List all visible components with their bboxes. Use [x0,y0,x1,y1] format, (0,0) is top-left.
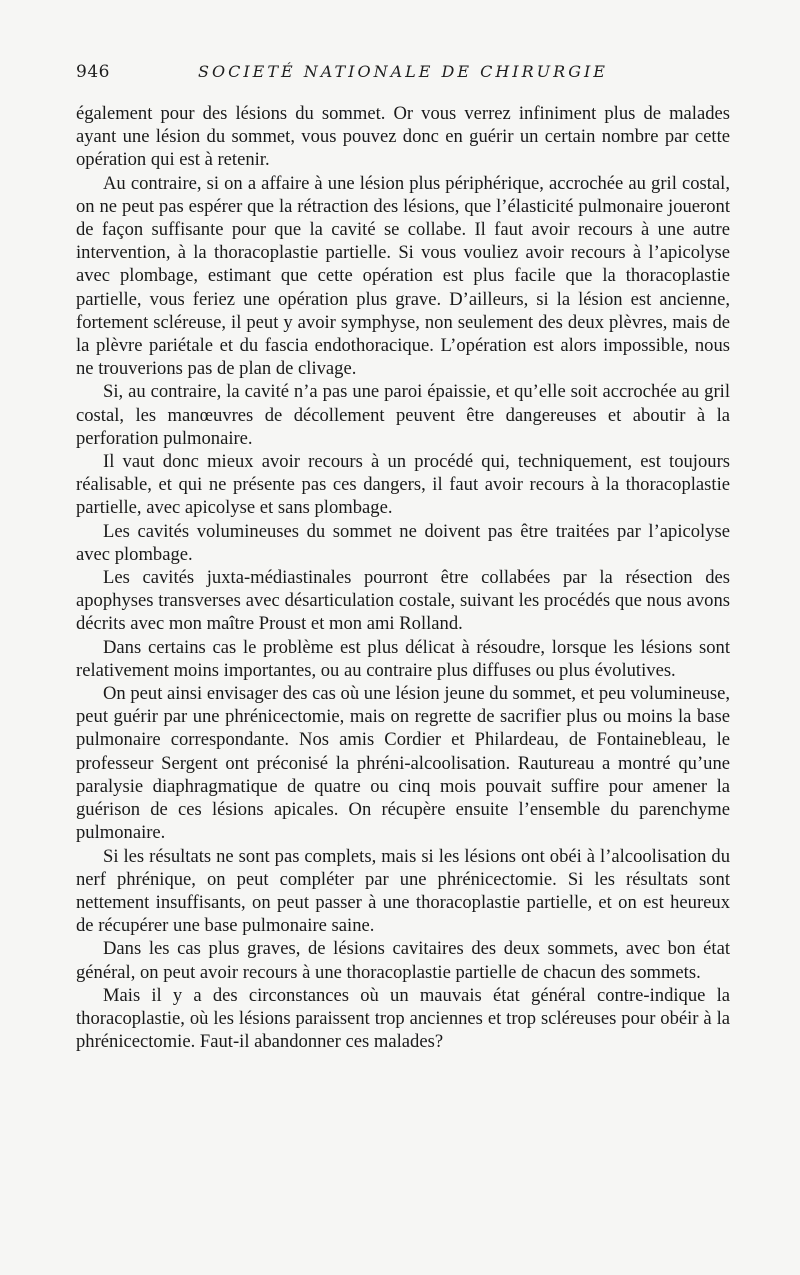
paragraph: Si les résultats ne sont pas complets, mais si les lésions ont obéi à l’alcoolisation du nerf phrénique, on peut compléter par une phrénicectomie. Si les résultats sont nettement insuffisants, on peut passer à une thoracoplastie partielle, et on est heureux de récupérer une base pulmonaire saine. [76,845,730,937]
paragraph: Dans certains cas le problème est plus délicat à résoudre, lorsque les lésions sont relativement moins importantes, ou au contraire plus diffuses ou plus évolutives. [76,636,730,681]
paragraph: Les cavités volumineuses du sommet ne doivent pas être traitées par l’apicolyse avec plombage. [76,520,730,565]
paragraph: Au contraire, si on a affaire à une lésion plus périphérique, accrochée au gril costal, on ne peut pas espérer que la rétraction des lésions, que l’élasticité pulmonaire joueront de façon suffisante pour que la cavité se collabe. Il faut avoir recours à une autre intervention, à la thoracoplastie partielle. Si vous vouliez avoir recours à l’apicolyse avec plombage, estimant que cette opération est plus facile que la thoracoplastie partielle, vous feriez une opération plus grave. D’ailleurs, si la lésion est ancienne, fortement scléreuse, il peut y avoir symphyse, non seulement des deux plèvres, mais de la plèvre pariétale et du fascia endothoracique. L’opération est alors impossible, nous ne trouverions pas de plan de clivage. [76,172,730,380]
paragraph: Il vaut donc mieux avoir recours à un procédé qui, techniquement, est toujours réalisable, et qui ne présente pas ces dangers, il faut avoir recours à la thoracoplastie partielle, avec apicolyse et sans plombage. [76,451,730,519]
page-number: 946 [76,62,110,82]
paragraph: Mais il y a des circonstances où un mauvais état général contre-indique la thoracoplastie, où les lésions paraissent trop anciennes et trop scléreuses pour obéir à la phrénicectomie. Faut-il abandonner ces malades? [76,984,730,1053]
page-header [76,62,730,86]
paragraph: également pour des lésions du sommet. Or vous verrez infiniment plus de malades ayant une lésion du sommet, vous pouvez donc en guérir un certain nombre par cette opération qui est à retenir. [76,103,730,171]
paragraph: Dans les cas plus graves, de lésions cavitaires des deux sommets, avec bon état général, on peut avoir recours à une thoracoplastie partielle de chacun des sommets. [76,938,730,983]
running-head: SOCIETÉ NATIONALE DE CHIRURGIE [198,62,608,81]
body-text [76,102,730,1053]
paragraph: Les cavités juxta-médiastinales pourront être collabées par la résection des apophyses transverses avec désarticulation costale, suivant les procédés que nous avons décrits avec mon maître Proust et mon ami Rolland. [76,567,730,635]
paragraph: Si, au contraire, la cavité n’a pas une paroi épaissie, et qu’elle soit accrochée au gril costal, les manœuvres de décollement peuvent être dangereuses et aboutir à la perforation pulmonaire. [76,381,730,449]
paragraph: On peut ainsi envisager des cas où une lésion jeune du sommet, et peu volumineuse, peut guérir par une phrénicectomie, mais on regrette de sacrifier plus ou moins la base pulmonaire correspondante. Nos amis Cordier et Philardeau, de Fontainebleau, le professeur Sergent ont préconisé la phréni-alcoolisation. Rautureau a montré qu’une paralysie diaphragmatique de quatre ou cinq mois pouvait suffire pour amener la guérison de ces lésions apicales. On récupère ensuite l’ensemble du parenchyme pulmonaire. [76,683,730,844]
